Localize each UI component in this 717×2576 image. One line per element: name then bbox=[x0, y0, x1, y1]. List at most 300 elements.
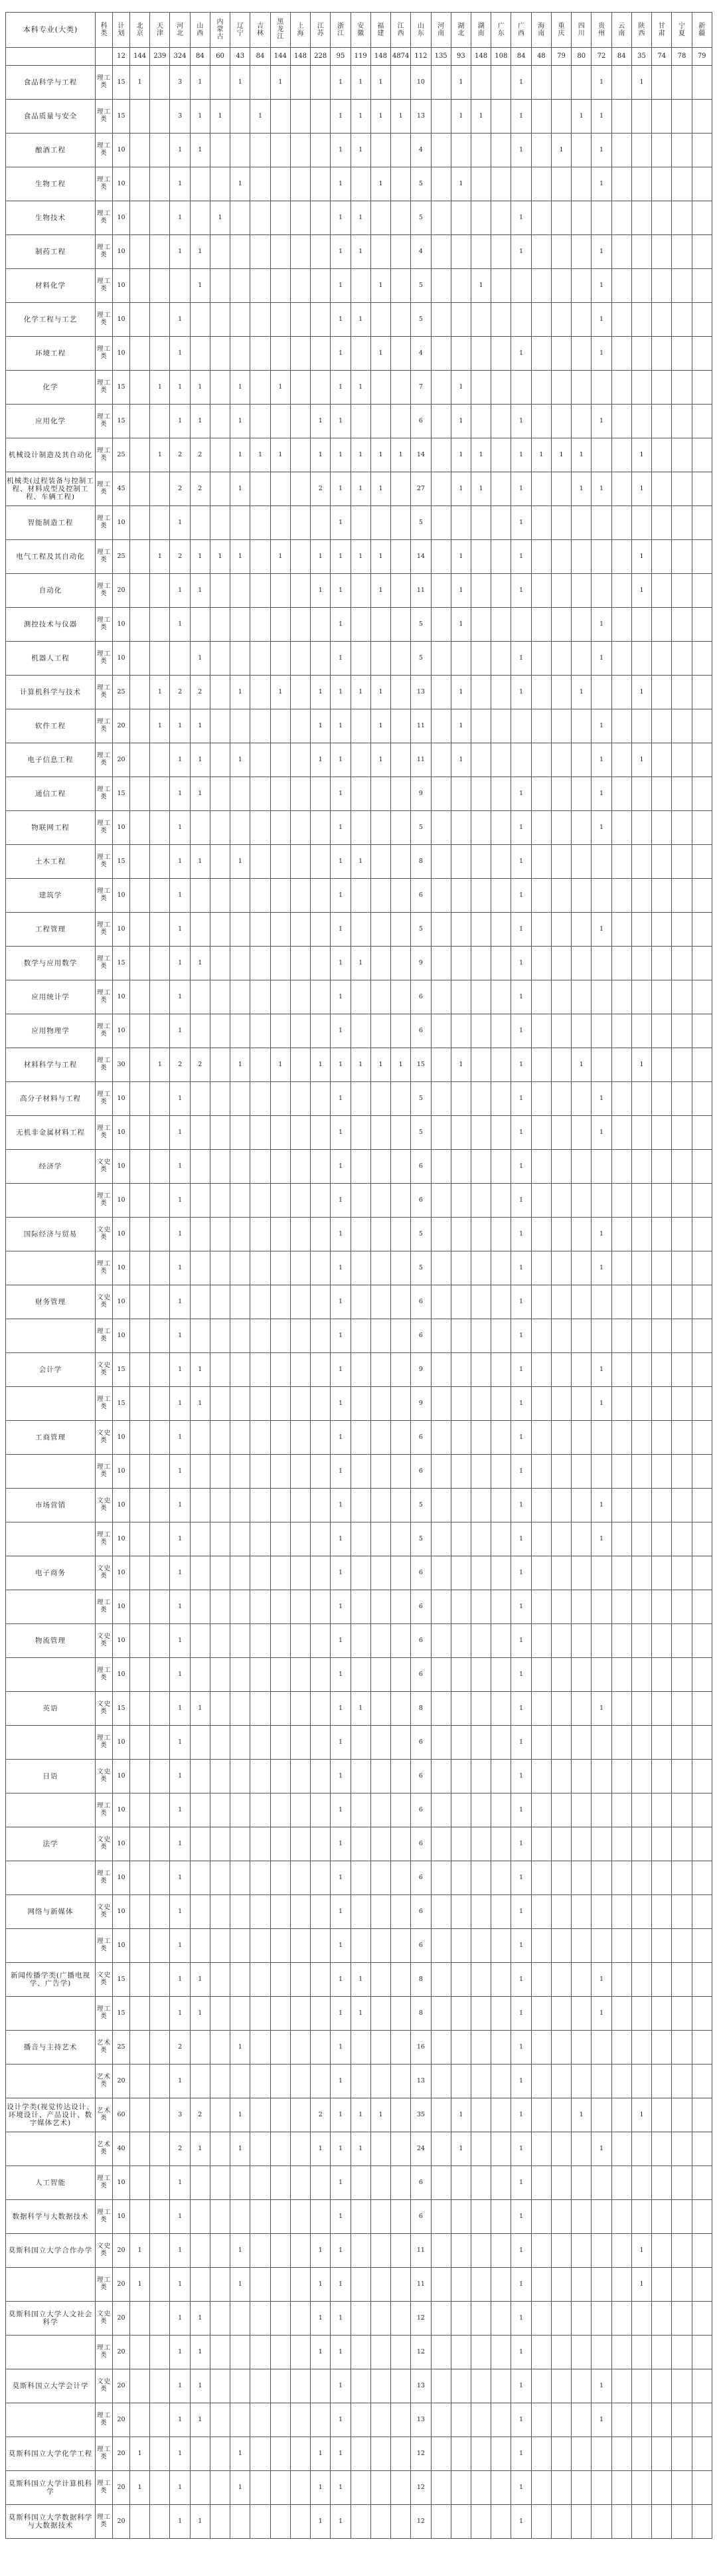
header-major: 本科专业(大类) bbox=[6, 13, 96, 48]
province-quota-cell bbox=[631, 1218, 651, 1251]
major-name-cell: 材料科学与工程 bbox=[6, 1048, 96, 1082]
province-quota-cell bbox=[652, 574, 672, 608]
major-name-cell: 莫斯科国立大学数据科学与大数据技术 bbox=[6, 2505, 96, 2539]
plan-count-cell: 10 bbox=[113, 1760, 130, 1794]
province-quota-cell bbox=[250, 1387, 270, 1421]
province-quota-cell bbox=[370, 2369, 390, 2403]
province-quota-cell: 1 bbox=[631, 2098, 651, 2132]
major-name-cell bbox=[6, 2065, 96, 2098]
major-name-cell bbox=[6, 2268, 96, 2302]
province-quota-cell bbox=[150, 269, 170, 303]
province-quota-cell bbox=[431, 1489, 451, 1522]
major-name-cell: 食品科学与工程 bbox=[6, 66, 96, 100]
province-quota-cell bbox=[652, 201, 672, 235]
province-quota-cell: 1 bbox=[170, 1895, 190, 1929]
province-quota-cell bbox=[471, 1251, 491, 1285]
province-quota-cell bbox=[391, 2471, 411, 2505]
province-quota-cell bbox=[351, 1014, 370, 1048]
province-quota-cell bbox=[351, 167, 370, 201]
province-quota-cell bbox=[451, 201, 471, 235]
province-quota-cell bbox=[491, 303, 511, 337]
province-quota-cell bbox=[391, 980, 411, 1014]
province-quota-cell bbox=[672, 1489, 692, 1522]
header-subject: 科类 bbox=[96, 13, 113, 48]
province-quota-cell bbox=[692, 574, 712, 608]
province-quota-cell: 1 bbox=[592, 472, 611, 506]
province-quota-cell bbox=[370, 1929, 390, 1963]
province-quota-cell bbox=[531, 980, 551, 1014]
plan-count-cell: 10 bbox=[113, 337, 130, 371]
province-quota-cell: 6 bbox=[411, 1184, 431, 1218]
province-quota-cell bbox=[672, 676, 692, 709]
province-quota-cell: 1 bbox=[170, 2302, 190, 2336]
province-quota-cell bbox=[551, 1421, 571, 1455]
province-quota-cell bbox=[250, 2132, 270, 2166]
province-quota-cell bbox=[210, 1014, 230, 1048]
plan-count-cell: 10 bbox=[113, 1624, 130, 1658]
province-quota-cell bbox=[230, 947, 250, 980]
province-quota-cell bbox=[572, 1082, 592, 1116]
header-province: 吉林 bbox=[250, 13, 270, 48]
province-quota-cell bbox=[511, 269, 531, 303]
major-name-cell: 日语 bbox=[6, 1760, 96, 1794]
province-quota-cell bbox=[672, 709, 692, 743]
province-quota-cell bbox=[692, 201, 712, 235]
province-quota-cell: 1 bbox=[592, 1251, 611, 1285]
province-quota-cell bbox=[190, 1116, 210, 1150]
province-quota-cell bbox=[431, 1794, 451, 1827]
province-quota-cell bbox=[692, 777, 712, 811]
province-quota-cell: 1 bbox=[511, 913, 531, 947]
province-quota-cell bbox=[672, 506, 692, 540]
province-quota-cell bbox=[290, 1658, 310, 1692]
province-quota-cell bbox=[370, 811, 390, 845]
province-quota-cell bbox=[290, 2369, 310, 2403]
province-quota-cell: 1 bbox=[471, 472, 491, 506]
province-quota-cell bbox=[491, 1692, 511, 1726]
province-quota-cell bbox=[451, 1251, 471, 1285]
province-quota-cell bbox=[531, 1726, 551, 1760]
province-quota-cell bbox=[611, 2200, 631, 2234]
province-quota-cell bbox=[672, 1760, 692, 1794]
province-quota-cell bbox=[491, 1014, 511, 1048]
province-quota-cell bbox=[210, 2132, 230, 2166]
province-quota-cell bbox=[370, 642, 390, 676]
header-province: 上海 bbox=[290, 13, 310, 48]
province-quota-cell: 1 bbox=[331, 1387, 351, 1421]
province-quota-cell bbox=[391, 235, 411, 269]
province-quota-cell: 1 bbox=[370, 438, 390, 472]
province-quota-cell bbox=[311, 337, 331, 371]
province-quota-cell bbox=[672, 1116, 692, 1150]
province-quota-cell bbox=[210, 167, 230, 201]
province-quota-cell bbox=[391, 1522, 411, 1556]
province-quota-cell bbox=[230, 709, 250, 743]
province-quota-cell bbox=[210, 303, 230, 337]
province-quota-cell bbox=[652, 913, 672, 947]
province-quota-cell bbox=[451, 2437, 471, 2471]
province-quota-cell bbox=[431, 506, 451, 540]
province-quota-cell bbox=[572, 2437, 592, 2471]
province-quota-cell bbox=[692, 845, 712, 879]
province-quota-cell: 1 bbox=[331, 1895, 351, 1929]
province-quota-cell bbox=[391, 1692, 411, 1726]
major-name-cell: 应用化学 bbox=[6, 405, 96, 438]
province-quota-cell bbox=[611, 1387, 631, 1421]
province-quota-cell bbox=[631, 913, 651, 947]
province-quota-cell bbox=[150, 2369, 170, 2403]
province-quota-cell bbox=[130, 1048, 150, 1082]
province-quota-cell bbox=[190, 879, 210, 913]
province-quota-cell: 2 bbox=[170, 1048, 190, 1082]
province-quota-cell bbox=[551, 303, 571, 337]
province-quota-cell bbox=[230, 1963, 250, 1997]
major-name-cell: 电子信息工程 bbox=[6, 743, 96, 777]
province-quota-cell: 1 bbox=[170, 1692, 190, 1726]
province-quota-cell bbox=[370, 201, 390, 235]
province-quota-cell: 2 bbox=[311, 2098, 331, 2132]
province-quota-cell bbox=[451, 1895, 471, 1929]
province-quota-cell bbox=[652, 1048, 672, 1082]
province-quota-cell bbox=[290, 540, 310, 574]
province-quota-cell: 1 bbox=[230, 2234, 250, 2268]
province-quota-cell bbox=[391, 1895, 411, 1929]
province-quota-cell bbox=[270, 1489, 290, 1522]
province-quota-cell bbox=[451, 947, 471, 980]
province-quota-cell bbox=[190, 506, 210, 540]
province-quota-cell bbox=[250, 1184, 270, 1218]
province-quota-cell: 6 bbox=[411, 1014, 431, 1048]
province-quota-cell bbox=[290, 947, 310, 980]
province-quota-cell bbox=[491, 1251, 511, 1285]
province-quota-cell bbox=[290, 405, 310, 438]
province-quota-cell bbox=[551, 1692, 571, 1726]
province-quota-cell bbox=[431, 1556, 451, 1590]
province-quota-cell bbox=[652, 845, 672, 879]
province-quota-cell bbox=[631, 845, 651, 879]
province-quota-cell bbox=[491, 1319, 511, 1353]
province-quota-cell bbox=[270, 1895, 290, 1929]
table-row bbox=[6, 66, 712, 100]
plan-count-cell: 25 bbox=[113, 2031, 130, 2065]
province-quota-cell: 1 bbox=[370, 709, 390, 743]
province-quota-cell bbox=[652, 472, 672, 506]
province-quota-cell bbox=[351, 1760, 370, 1794]
major-name-cell: 市场营销 bbox=[6, 1489, 96, 1522]
province-quota-cell bbox=[692, 2132, 712, 2166]
province-quota-cell bbox=[551, 2234, 571, 2268]
province-quota-cell bbox=[210, 1861, 230, 1895]
province-quota-cell bbox=[471, 2403, 491, 2437]
province-quota-cell bbox=[230, 1251, 250, 1285]
province-quota-cell bbox=[672, 1319, 692, 1353]
province-quota-cell bbox=[130, 1319, 150, 1353]
province-quota-cell bbox=[150, 2471, 170, 2505]
province-quota-cell bbox=[491, 1997, 511, 2031]
province-quota-cell bbox=[471, 2268, 491, 2302]
province-quota-cell: 1 bbox=[331, 269, 351, 303]
province-quota-cell bbox=[431, 980, 451, 1014]
table-row bbox=[6, 2336, 712, 2369]
province-quota-cell: 1 bbox=[471, 438, 491, 472]
province-quota-cell bbox=[672, 1251, 692, 1285]
province-quota-cell bbox=[551, 1184, 571, 1218]
province-quota-cell: 1 bbox=[230, 438, 250, 472]
province-quota-cell bbox=[572, 913, 592, 947]
province-quota-cell: 1 bbox=[331, 1048, 351, 1082]
province-quota-cell bbox=[491, 2403, 511, 2437]
province-quota-cell bbox=[652, 337, 672, 371]
province-quota-cell: 1 bbox=[370, 743, 390, 777]
province-quota-cell bbox=[531, 1624, 551, 1658]
province-quota-cell bbox=[491, 1760, 511, 1794]
province-quota-cell bbox=[592, 1590, 611, 1624]
province-quota-cell bbox=[551, 845, 571, 879]
province-quota-cell bbox=[230, 1997, 250, 2031]
province-quota-cell bbox=[190, 2268, 210, 2302]
province-quota-cell bbox=[471, 947, 491, 980]
province-quota-cell bbox=[692, 1489, 712, 1522]
province-quota-cell bbox=[431, 472, 451, 506]
province-quota-cell bbox=[692, 2336, 712, 2369]
province-quota-cell: 1 bbox=[170, 913, 190, 947]
province-quota-cell bbox=[150, 1353, 170, 1387]
province-quota-cell bbox=[491, 1658, 511, 1692]
province-quota-cell: 1 bbox=[331, 676, 351, 709]
province-quota-cell: 1 bbox=[170, 2166, 190, 2200]
province-quota-cell bbox=[130, 303, 150, 337]
province-quota-cell bbox=[290, 1184, 310, 1218]
province-quota-cell bbox=[210, 1319, 230, 1353]
province-quota-cell: 1 bbox=[511, 2505, 531, 2539]
province-quota-cell bbox=[652, 1760, 672, 1794]
subject-type-cell: 文史类 bbox=[96, 2234, 113, 2268]
plan-count-cell: 15 bbox=[113, 1997, 130, 2031]
province-quota-cell: 15 bbox=[411, 1048, 431, 1082]
province-quota-cell: 1 bbox=[230, 845, 250, 879]
province-quota-cell: 1 bbox=[331, 405, 351, 438]
province-quota-cell bbox=[692, 2403, 712, 2437]
province-quota-cell: 1 bbox=[511, 676, 531, 709]
total-cell: 135 bbox=[431, 48, 451, 66]
province-quota-cell bbox=[531, 1285, 551, 1319]
province-quota-cell bbox=[631, 235, 651, 269]
plan-count-cell: 10 bbox=[113, 269, 130, 303]
province-quota-cell: 1 bbox=[331, 2098, 351, 2132]
plan-count-cell: 10 bbox=[113, 1929, 130, 1963]
province-quota-cell bbox=[250, 2031, 270, 2065]
province-quota-cell bbox=[451, 1184, 471, 1218]
province-quota-cell bbox=[491, 2098, 511, 2132]
province-quota-cell bbox=[592, 1014, 611, 1048]
province-quota-cell: 1 bbox=[190, 777, 210, 811]
province-quota-cell bbox=[531, 1048, 551, 1082]
province-quota-cell bbox=[370, 1624, 390, 1658]
province-quota-cell bbox=[190, 2065, 210, 2098]
province-quota-cell bbox=[611, 1556, 631, 1590]
province-quota-cell: 1 bbox=[370, 574, 390, 608]
province-quota-cell bbox=[391, 947, 411, 980]
subject-type-cell: 理工类 bbox=[96, 438, 113, 472]
province-quota-cell bbox=[652, 438, 672, 472]
province-quota-cell bbox=[391, 574, 411, 608]
province-quota-cell: 1 bbox=[511, 947, 531, 980]
province-quota-cell bbox=[290, 608, 310, 642]
province-quota-cell: 1 bbox=[511, 134, 531, 167]
province-quota-cell bbox=[531, 371, 551, 405]
province-quota-cell bbox=[270, 1455, 290, 1489]
province-quota-cell bbox=[451, 642, 471, 676]
province-quota-cell bbox=[311, 1082, 331, 1116]
province-quota-cell bbox=[370, 2065, 390, 2098]
province-quota-cell bbox=[692, 676, 712, 709]
province-quota-cell: 1 bbox=[592, 1963, 611, 1997]
table-row bbox=[6, 269, 712, 303]
province-quota-cell bbox=[230, 235, 250, 269]
province-quota-cell bbox=[592, 1827, 611, 1861]
province-quota-cell: 2 bbox=[170, 540, 190, 574]
subject-type-cell: 理工类 bbox=[96, 879, 113, 913]
province-quota-cell bbox=[250, 1624, 270, 1658]
province-quota-cell bbox=[631, 1760, 651, 1794]
province-quota-cell bbox=[692, 167, 712, 201]
province-quota-cell bbox=[572, 2302, 592, 2336]
province-quota-cell bbox=[311, 134, 331, 167]
province-quota-cell bbox=[652, 676, 672, 709]
province-quota-cell bbox=[692, 1963, 712, 1997]
plan-count-cell: 20 bbox=[113, 2268, 130, 2302]
province-quota-cell bbox=[150, 2098, 170, 2132]
province-quota-cell bbox=[391, 2234, 411, 2268]
province-quota-cell bbox=[672, 1590, 692, 1624]
province-quota-cell: 1 bbox=[130, 2437, 150, 2471]
province-quota-cell bbox=[311, 1421, 331, 1455]
province-quota-cell bbox=[210, 472, 230, 506]
province-quota-cell bbox=[652, 1522, 672, 1556]
province-quota-cell bbox=[270, 1794, 290, 1827]
province-quota-cell bbox=[210, 2403, 230, 2437]
province-quota-cell bbox=[531, 2166, 551, 2200]
province-quota-cell bbox=[531, 2505, 551, 2539]
province-quota-cell: 6 bbox=[411, 1760, 431, 1794]
province-quota-cell bbox=[631, 1455, 651, 1489]
province-quota-cell: 1 bbox=[631, 2268, 651, 2302]
province-quota-cell: 1 bbox=[331, 1827, 351, 1861]
province-quota-cell bbox=[431, 2471, 451, 2505]
province-quota-cell bbox=[672, 2268, 692, 2302]
province-quota-cell: 12 bbox=[411, 2471, 431, 2505]
province-quota-cell: 1 bbox=[511, 1116, 531, 1150]
province-quota-cell bbox=[370, 1895, 390, 1929]
table-row bbox=[6, 1387, 712, 1421]
table-row bbox=[6, 913, 712, 947]
table-row bbox=[6, 2302, 712, 2336]
province-quota-cell bbox=[572, 2369, 592, 2403]
plan-count-cell: 10 bbox=[113, 1150, 130, 1184]
province-quota-cell bbox=[130, 1116, 150, 1150]
province-quota-cell bbox=[471, 1014, 491, 1048]
province-quota-cell bbox=[351, 2437, 370, 2471]
province-quota-cell bbox=[491, 845, 511, 879]
province-quota-cell bbox=[351, 506, 370, 540]
subject-type-cell: 理工类 bbox=[96, 235, 113, 269]
province-quota-cell bbox=[611, 337, 631, 371]
province-quota-cell bbox=[290, 2268, 310, 2302]
province-quota-cell: 9 bbox=[411, 1353, 431, 1387]
province-quota-cell bbox=[572, 506, 592, 540]
province-quota-cell bbox=[551, 1150, 571, 1184]
province-quota-cell bbox=[531, 66, 551, 100]
plan-count-cell: 10 bbox=[113, 1827, 130, 1861]
province-quota-cell bbox=[652, 1184, 672, 1218]
province-quota-cell bbox=[491, 947, 511, 980]
province-quota-cell: 1 bbox=[351, 201, 370, 235]
province-quota-cell bbox=[631, 1184, 651, 1218]
province-quota-cell bbox=[471, 2234, 491, 2268]
province-quota-cell bbox=[270, 2336, 290, 2369]
province-quota-cell bbox=[351, 811, 370, 845]
province-quota-cell: 1 bbox=[170, 1997, 190, 2031]
province-quota-cell bbox=[652, 2302, 672, 2336]
province-quota-cell: 1 bbox=[331, 2065, 351, 2098]
province-quota-cell bbox=[631, 980, 651, 1014]
province-quota-cell bbox=[290, 642, 310, 676]
province-quota-cell bbox=[391, 1150, 411, 1184]
province-quota-cell bbox=[511, 303, 531, 337]
province-quota-cell bbox=[692, 980, 712, 1014]
province-quota-cell bbox=[290, 371, 310, 405]
province-quota-cell bbox=[451, 1150, 471, 1184]
province-quota-cell: 14 bbox=[411, 540, 431, 574]
province-quota-cell bbox=[230, 1726, 250, 1760]
province-quota-cell bbox=[210, 845, 230, 879]
province-quota-cell bbox=[150, 879, 170, 913]
province-quota-cell bbox=[210, 1421, 230, 1455]
province-quota-cell: 1 bbox=[170, 1184, 190, 1218]
province-quota-cell bbox=[370, 2200, 390, 2234]
province-quota-cell: 2 bbox=[190, 438, 210, 472]
province-quota-cell bbox=[370, 371, 390, 405]
province-quota-cell bbox=[672, 303, 692, 337]
province-quota-cell bbox=[431, 743, 451, 777]
plan-count-cell: 20 bbox=[113, 2505, 130, 2539]
province-quota-cell bbox=[572, 1997, 592, 2031]
plan-count-cell: 30 bbox=[113, 1048, 130, 1082]
subject-type-cell: 理工类 bbox=[96, 66, 113, 100]
province-quota-cell: 1 bbox=[451, 2098, 471, 2132]
province-quota-cell: 1 bbox=[351, 2098, 370, 2132]
province-quota-cell: 1 bbox=[170, 1387, 190, 1421]
province-quota-cell: 1 bbox=[331, 642, 351, 676]
table-row bbox=[6, 1421, 712, 1455]
table-row bbox=[6, 2471, 712, 2505]
province-quota-cell bbox=[611, 201, 631, 235]
province-quota-cell: 1 bbox=[331, 574, 351, 608]
province-quota-cell bbox=[370, 2403, 390, 2437]
table-row bbox=[6, 2369, 712, 2403]
province-quota-cell bbox=[270, 1251, 290, 1285]
province-quota-cell bbox=[230, 100, 250, 134]
province-quota-cell bbox=[471, 1421, 491, 1455]
province-quota-cell bbox=[230, 1218, 250, 1251]
province-quota-cell: 1 bbox=[230, 743, 250, 777]
province-quota-cell: 1 bbox=[511, 845, 531, 879]
province-quota-cell bbox=[130, 1556, 150, 1590]
province-quota-cell bbox=[290, 1489, 310, 1522]
province-quota-cell bbox=[290, 1082, 310, 1116]
province-quota-cell bbox=[631, 1522, 651, 1556]
province-quota-cell bbox=[471, 913, 491, 947]
